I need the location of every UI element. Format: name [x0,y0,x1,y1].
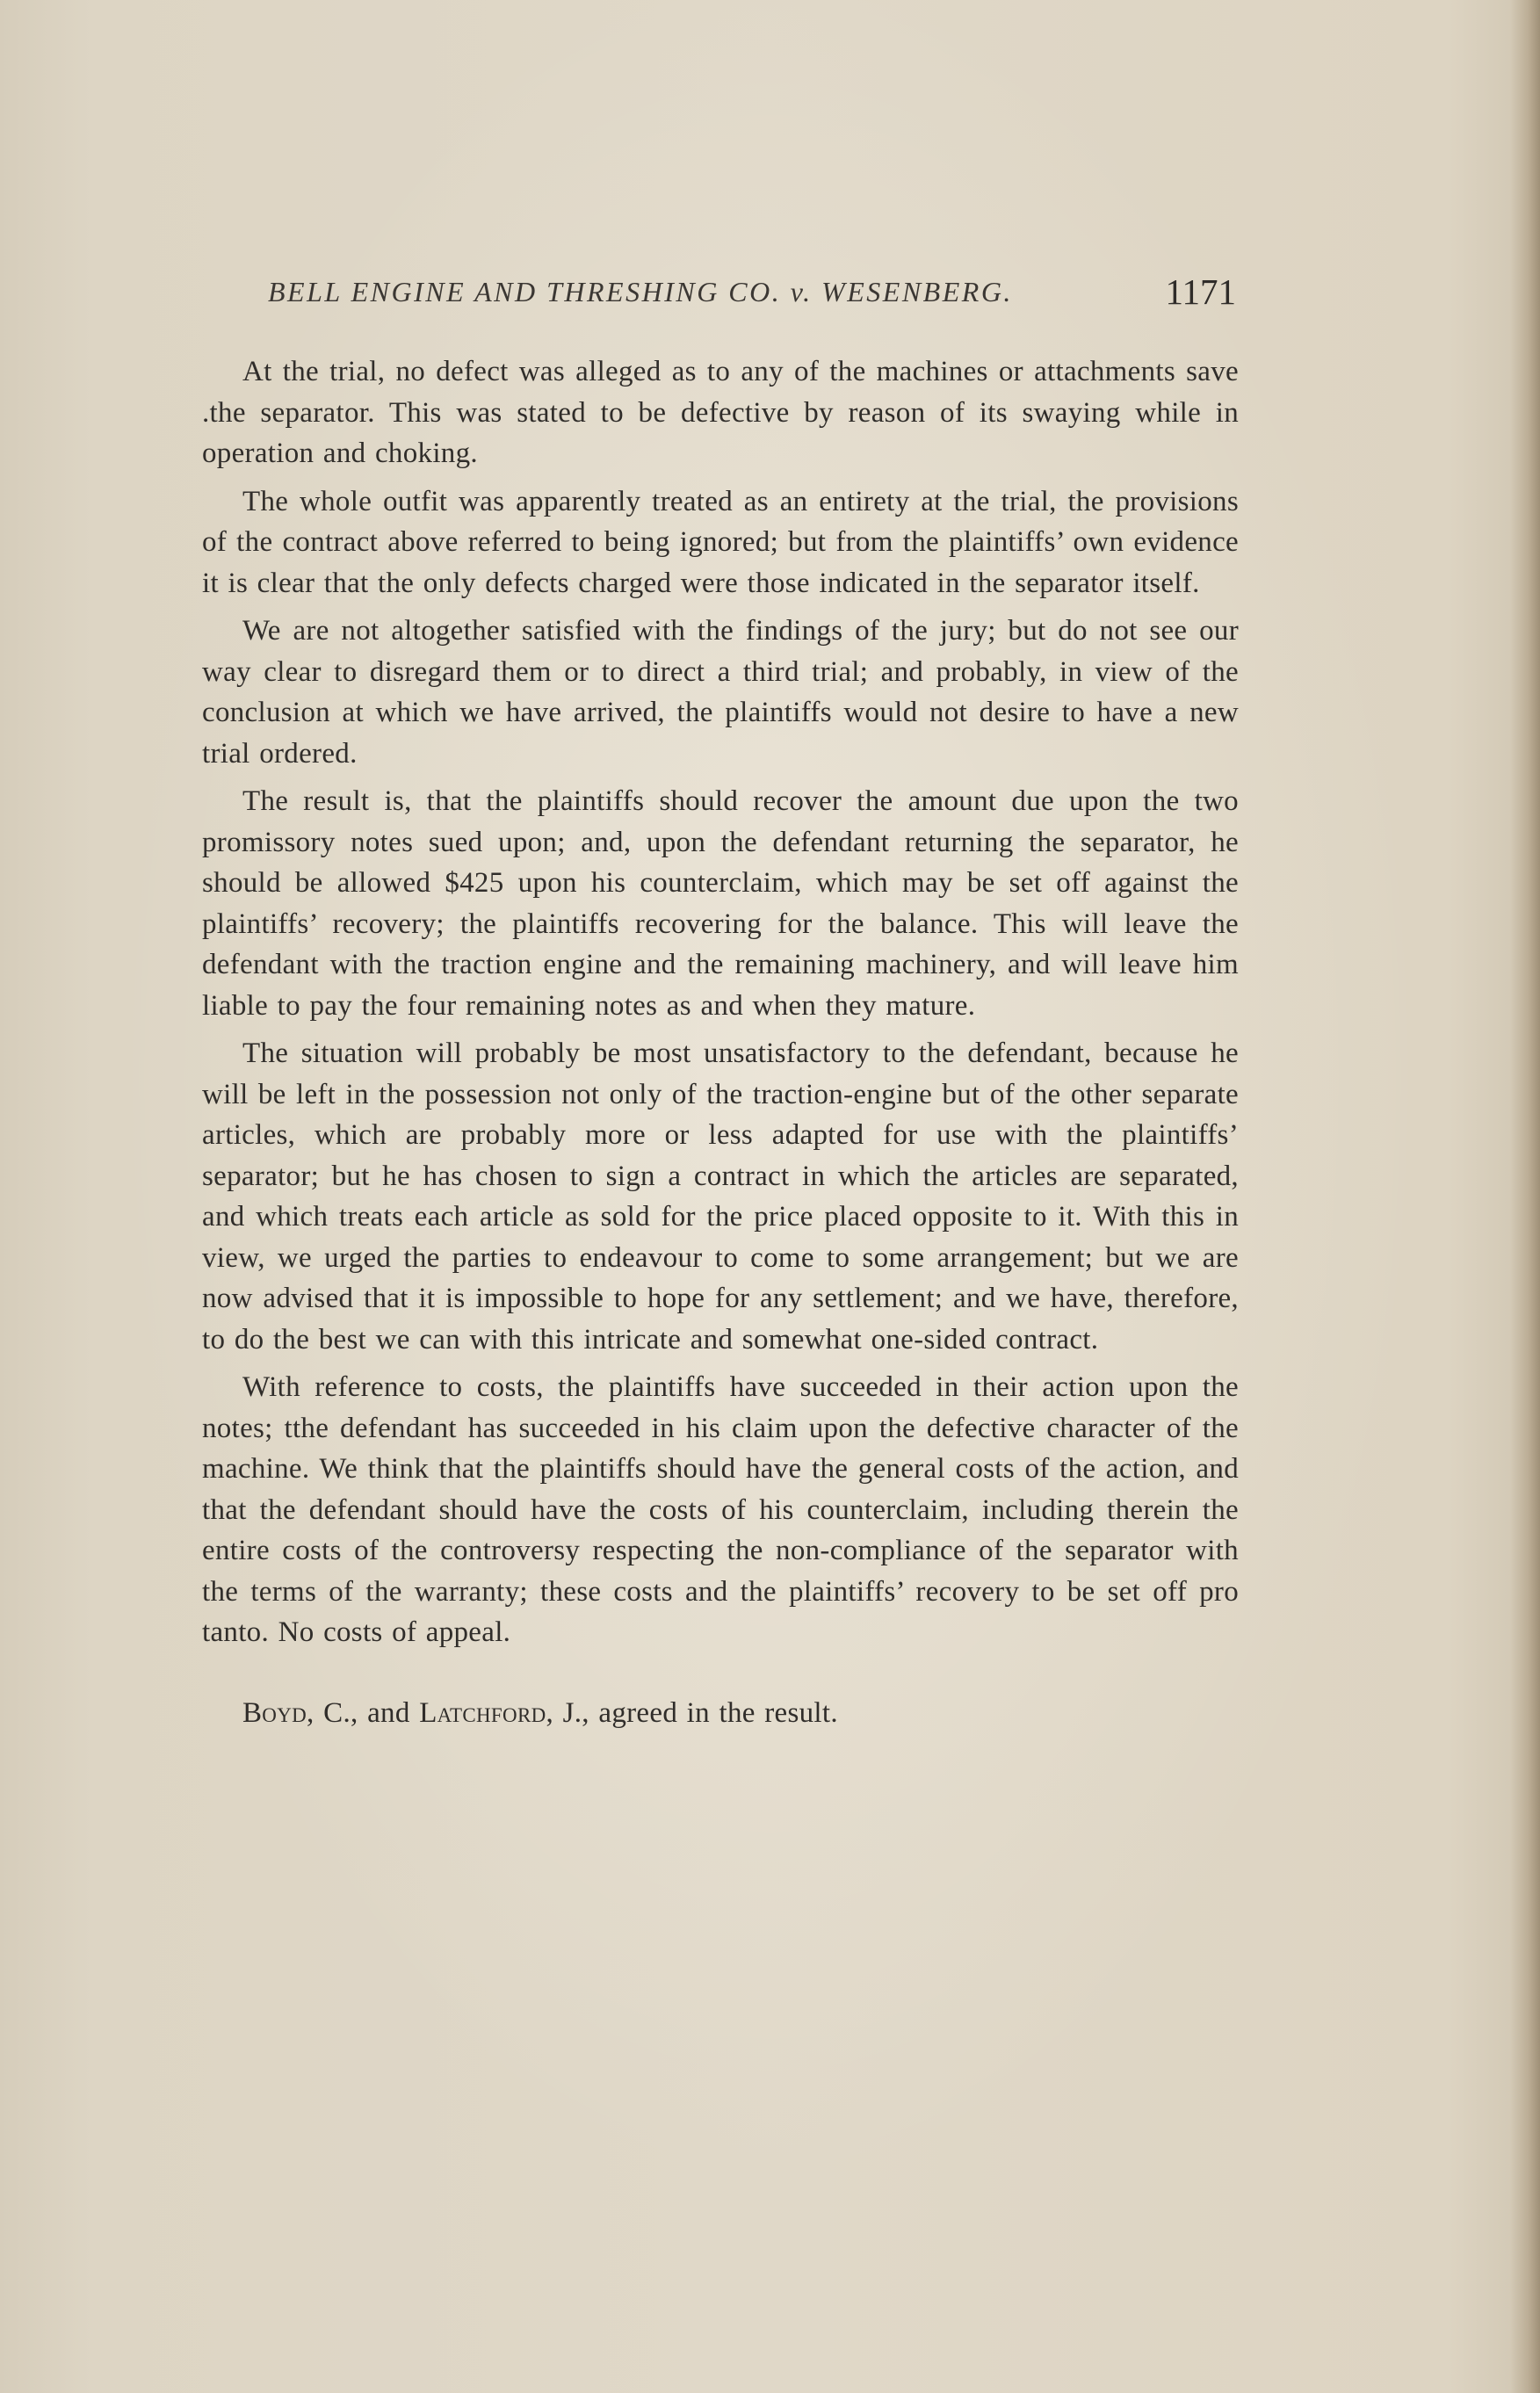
judge-name-boyd: Boyd [242,1696,307,1729]
page-number: 1171 [1165,271,1236,312]
running-head: BELL ENGINE AND THRESHING CO. v. WESENBERG. [268,276,1013,307]
signoff-separator: , C., and [307,1696,420,1729]
body-text [202,351,1239,1740]
page-header [268,271,1236,320]
paragraph-6: With reference to costs, the plaintiffs have succeeded in their action upon the notes; tthe defendant has succeeded in his claim upon the defective character of the machine. We think that the plaintiffs should have the general costs of the action, and that the defendant should have the costs of his counterclaim, including therein the entire costs of the controversy respecting the non-compliance of the separator with the terms of the warranty; these costs and the plaintiffs’ recovery to be set off pro tanto. No costs of appeal. [202,1371,1239,1648]
paragraph-2: The whole outfit was apparently treated as an entirety at the trial, the provisions of the contract above referred to being ignored; but from the plaintiffs’ own evidence it is clear that the only defects charged were those indicated in the separator itself. [202,485,1239,599]
paragraph-3: We are not altogether satisfied with the findings of the jury; but do not see our way clear to disregard them or to direct a third trial; and probably, in view of the conclusion at which we have arrived, the plaintiffs would not desire to have a new trial ordered. [202,615,1239,770]
paragraph-4: The result is, that the plaintiffs should recover the amount due upon the two promissory notes sued upon; and, upon the defendant returning the separator, he should be allowed $425 upon his counterclaim, which may be set off against the plaintiffs’ recovery; the plaintiffs recovering for the balance. This will leave the defendant with the traction engine and the remaining machinery, and will leave him liable to pay the four remaining notes as and when they mature. [202,785,1239,1022]
signoff-tail: , J., agreed in the result. [546,1696,838,1729]
paragraph-5: The situation will probably be most unsatisfactory to the defendant, because he will be left in the possession not only of the traction-engine but of the other separate articles, which are probably more or less adapted for use with the plaintiffs’ separator; but he has chosen to sign a contract in which the articles are separated, and which treats each article as sold for the price placed opposite to it. With this in view, we urged the parties to endeavour to come to some arrangement; but we are now advised that it is impossible to hope for any settlement; and we have, therefore, to do the best we can with this intricate and somewhat one-sided contract. [202,1037,1239,1356]
judge-name-latchford: Latchford [419,1696,546,1729]
page-edge-shadow [1510,0,1540,2393]
paragraph-1: At the trial, no defect was alleged as to any of the machines or attachments save .the separator. This was stated to be defective by reason of its swaying while in operation and choking. [202,356,1239,469]
signoff-line [202,1693,1239,1734]
